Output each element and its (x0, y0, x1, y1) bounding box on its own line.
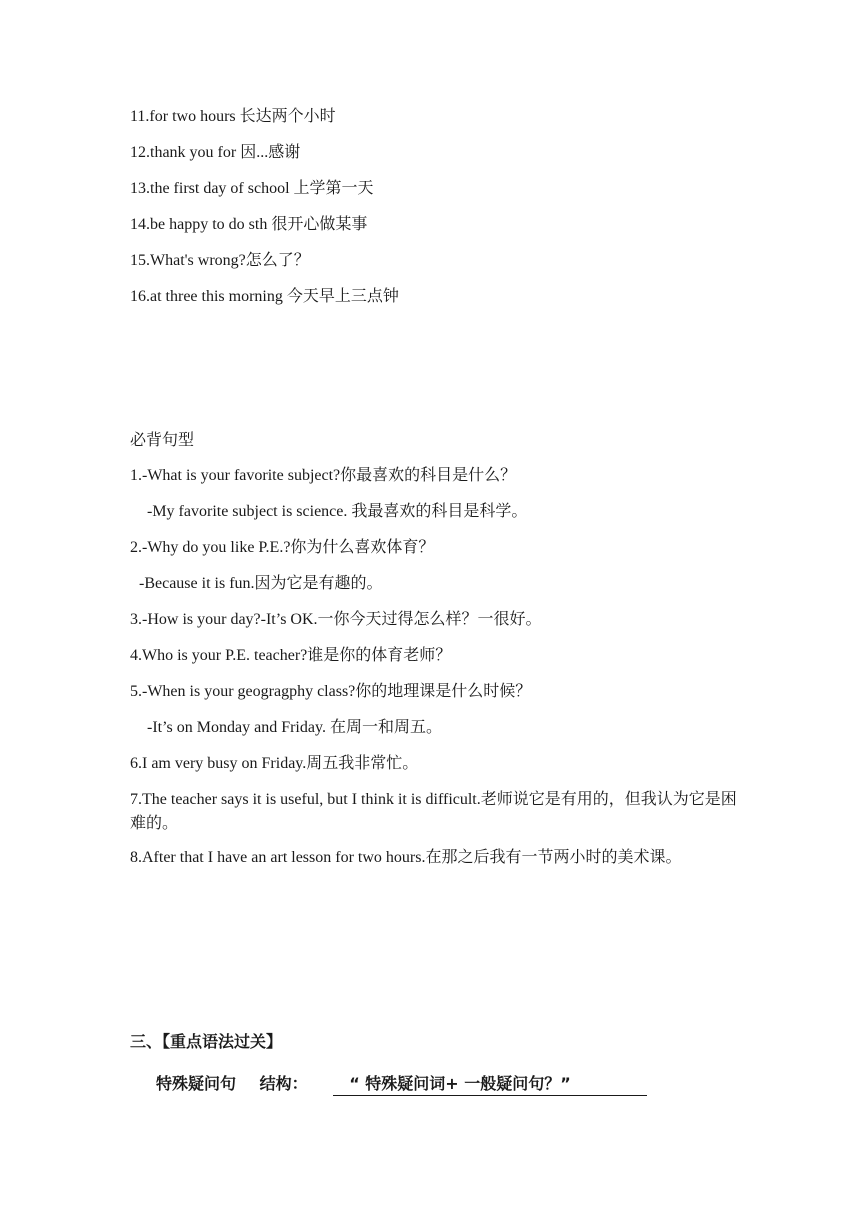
phrase-item: 12.thank you for 因...感谢 (130, 144, 301, 161)
sentence-item: 8.After that I have an art lesson for two hours.在那之后我有一节两小时的美术课。 (130, 849, 682, 866)
grammar-section-title: 三、【重点语法过关】 (130, 1032, 283, 1051)
sentences-heading: 必背句型 (130, 430, 195, 449)
sentence-item: 3.-How is your day?-It’s OK.一你今天过得怎么样？一很好。 (130, 611, 542, 628)
sentence-item: 4.Who is your P.E. teacher?谁是你的体育老师？ (130, 647, 452, 664)
sentence-answer: -It’s on Monday and Friday. 在周一和周五。 (147, 719, 442, 736)
sentence-answer: -My favorite subject is science. 我最喜欢的科目是科学。 (147, 503, 528, 520)
sentence-item: 7.The teacher says it is useful, but I think it is difficult.老师说它是有用的，但我认为它是困难的。 (130, 791, 737, 832)
structure-formula: “ 特殊疑问词+ 一般疑问句？” (333, 1074, 647, 1096)
sentence-item: 2.-Why do you like P.E.?你为什么喜欢体育？ (130, 539, 435, 556)
grammar-structure-row (156, 1074, 647, 1096)
phrase-item: 16.at three this morning 今天早上三点钟 (130, 288, 399, 305)
sentence-item: 5.-When is your geogragphy class?你的地理课是什么时候？ (130, 683, 532, 700)
structure-label: 结构： (259, 1074, 308, 1093)
phrase-item: 15.What's wrong?怎么了？ (130, 252, 310, 269)
sentence-item: 6.I am very busy on Friday.周五我非常忙。 (130, 755, 419, 772)
phrase-item: 13.the first day of school 上学第一天 (130, 180, 374, 197)
grammar-topic: 特殊疑问句 (156, 1074, 237, 1093)
sentence-answer: -Because it is fun.因为它是有趣的。 (139, 575, 383, 592)
phrase-item: 14.be happy to do sth 很开心做某事 (130, 216, 368, 233)
sentence-item: 1.-What is your favorite subject?你最喜欢的科目是什么？ (130, 467, 517, 484)
phrase-item: 11.for two hours 长达两个小时 (130, 108, 336, 125)
